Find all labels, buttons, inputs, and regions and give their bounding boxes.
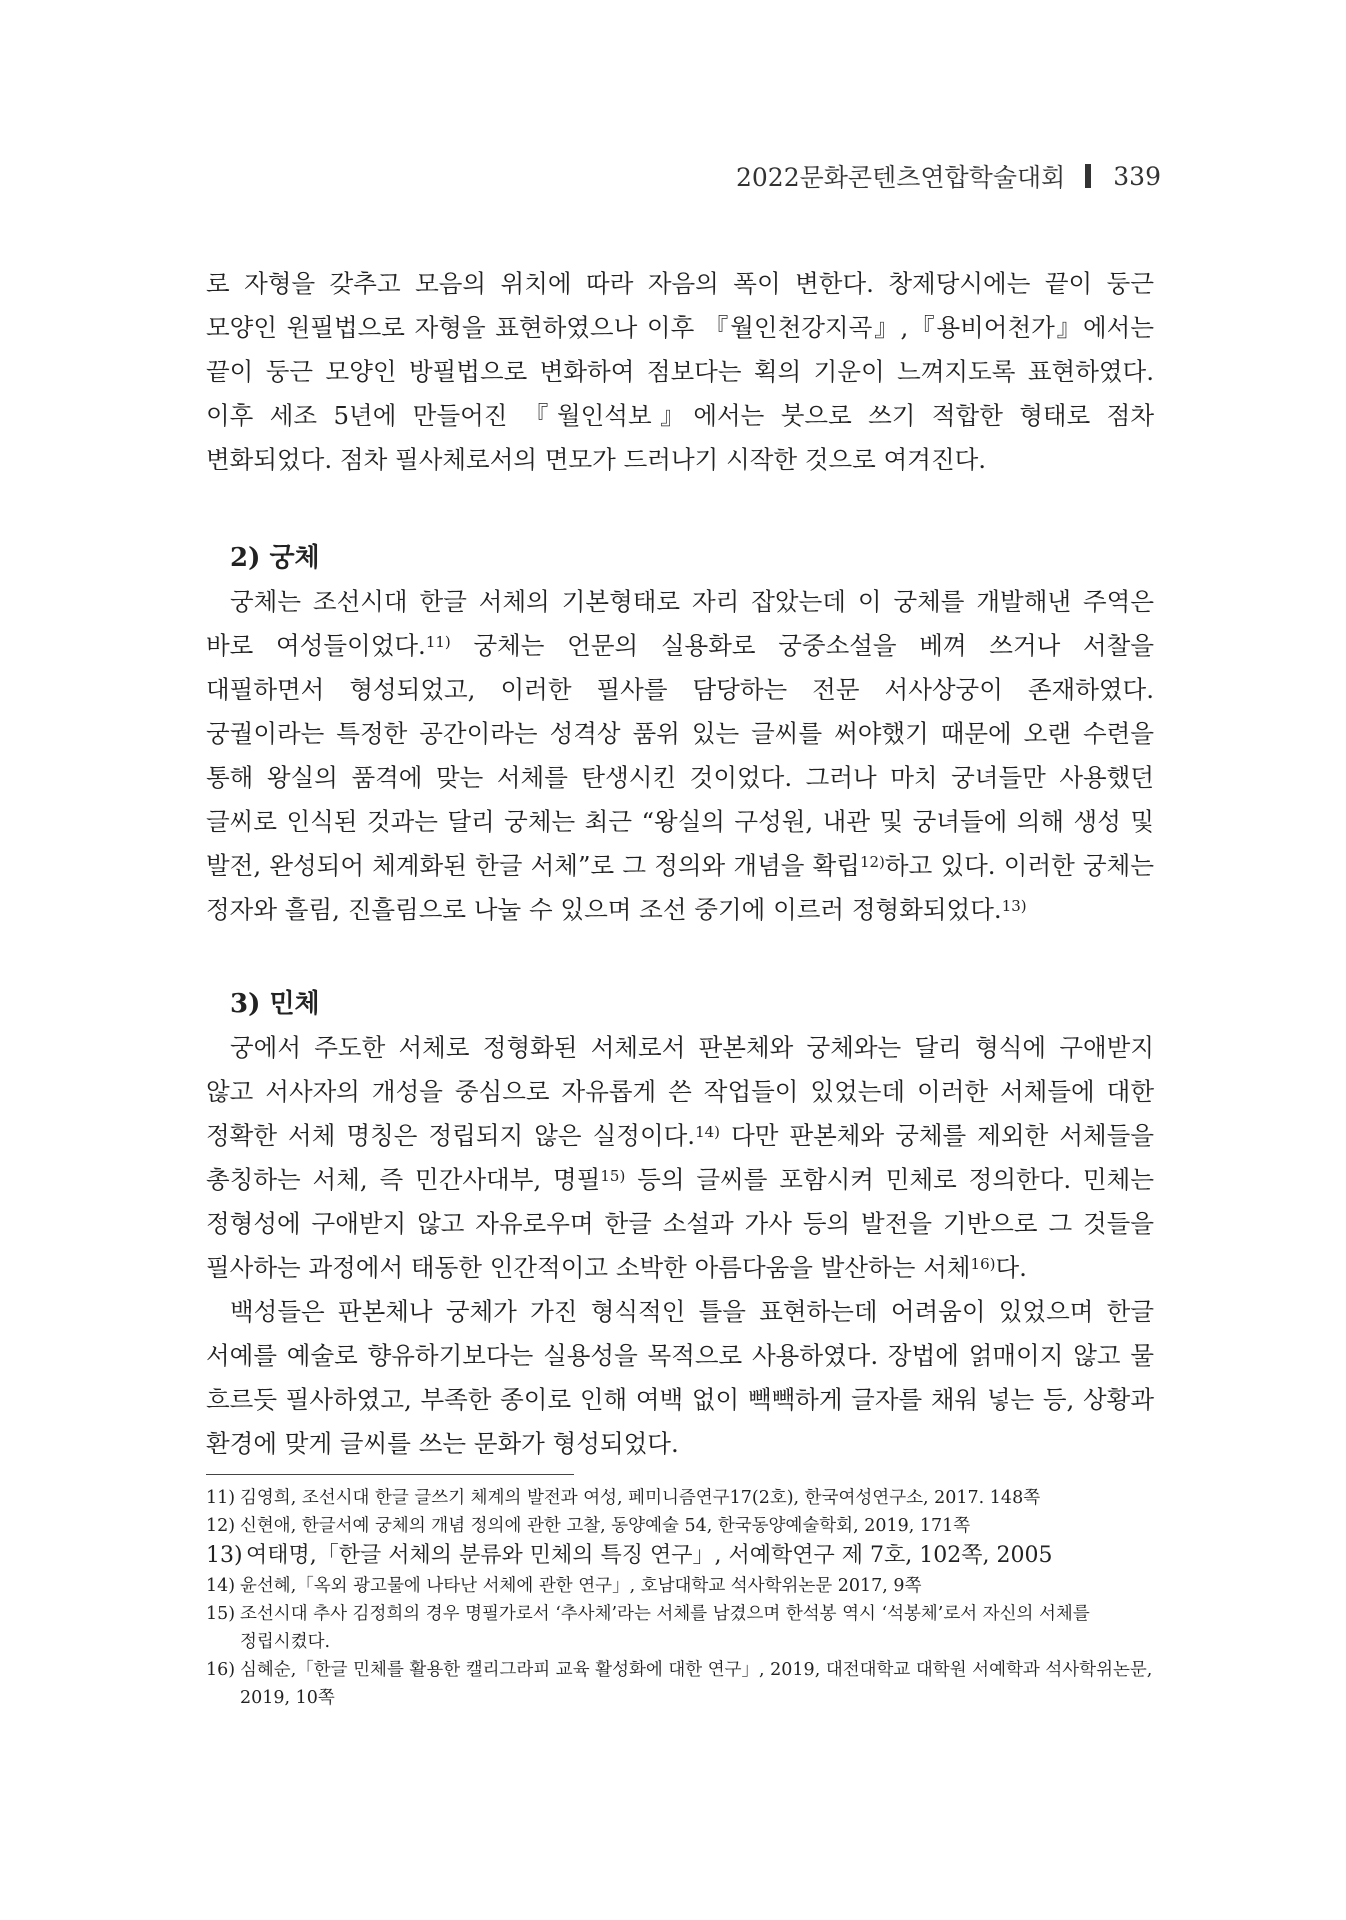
footnote-14	[206, 1572, 1154, 1600]
footnote-text: 심혜순,「한글 민체를 활용한 캘리그라피 교육 활성화에 대한 연구」, 2019, 대전대학교 대학원 서예학과 석사학위논문, 2019, 10쪽	[240, 1660, 1153, 1708]
conference-title: 2022문화콘텐츠연합학술대회	[736, 163, 1066, 192]
footnote-16	[206, 1656, 1154, 1712]
footnote-ref-12[interactable]: 12)	[859, 853, 885, 871]
footnote-divider	[206, 1474, 574, 1475]
running-header	[736, 158, 1161, 194]
footnote-number: 13)	[206, 1543, 243, 1568]
footnote-text: 조선시대 추사 김정희의 경우 명필가로서 ‘추사체’라는 서체를 남겼으며 한석봉 역시 ‘석봉체’로서 자신의 서체를 정립시켰다.	[240, 1604, 1090, 1652]
intro-paragraph: 로 자형을 갖추고 모음의 위치에 따라 자음의 폭이 변한다. 창제당시에는 끝이 둥근 모양인 원필법으로 자형을 표현하였으나 이후 『월인천강지곡』,『용비어천가』에서는 끝이 둥근 모양인 방필법으로 변화하여 점보다는 획의 기운이 느껴지도록 표현하였다. 이후 세조 5년에 만들어진 『월인석보』에서는 붓으로 쓰기 적합한 형태로 점차 변화되었다. 점차 필사체로서의 면모가 드러나기 시작한 것으로 여겨진다.	[206, 269, 1154, 474]
footnote-number: 12)	[206, 1516, 236, 1536]
footnote-text: 김영희, 조선시대 한글 글쓰기 체계의 발전과 여성, 페미니즘연구17(2호), 한국여성연구소, 2017. 148쪽	[240, 1488, 1041, 1508]
footnote-13	[206, 1540, 1154, 1572]
footnote-ref-15[interactable]: 15)	[600, 1167, 626, 1185]
footnote-ref-14[interactable]: 14)	[695, 1123, 721, 1141]
footnote-ref-11[interactable]: 11)	[425, 633, 451, 651]
footnote-11	[206, 1484, 1154, 1512]
text-run: 궁에서 주도한 서체로 정형화된 서체로서 판본체와 궁체와는 달리 형식에 구애받지 않고 서사자의 개성을 중심으로 자유롭게 쓴 작업들이 있었는데 이러한 서체들에 대한 정확한 서체 명칭은 정립되지 않은 실정이다.	[206, 1033, 1154, 1150]
minche-paragraph-2: 백성들은 판본체나 궁체가 가진 형식적인 틀을 표현하는데 어려움이 있었으며 한글 서예를 예술로 향유하기보다는 실용성을 목적으로 사용하였다. 장법에 얽매이지 않고 물 흐르듯 필사하였고, 부족한 종이로 인해 여백 없이 빽빽하게 글자를 채워 넣는 등, 상황과 환경에 맞게 글씨를 쓰는 문화가 형성되었다.	[206, 1297, 1154, 1458]
minche-paragraph-1	[206, 1026, 1154, 1290]
gungche-paragraph	[206, 580, 1154, 932]
footnote-ref-16[interactable]: 16)	[970, 1255, 996, 1273]
page-number: 339	[1113, 161, 1161, 191]
body-text	[206, 262, 1154, 1466]
section-heading-gungche: 2) 궁체	[230, 543, 320, 573]
footnote-text: 여태명,「한글 서체의 분류와 민체의 특징 연구」, 서예학연구 제 7호, 102쪽, 2005	[246, 1543, 1053, 1568]
footnote-text: 윤선혜,「옥외 광고물에 나타난 서체에 관한 연구」, 호남대학교 석사학위논문 2017, 9쪽	[240, 1576, 922, 1596]
footnote-text: 신현애, 한글서예 궁체의 개념 정의에 관한 고찰, 동양예술 54, 한국동양예술학회, 2019, 171쪽	[240, 1516, 971, 1536]
footnote-number: 16)	[206, 1660, 236, 1680]
text-run: 다만 판본체와 궁체를 제외한 서체들을 총칭하는 서체, 즉 민간사대부, 명필	[206, 1121, 1154, 1194]
text-run: 궁체는 언문의 실용화로 궁중소설을 베껴 쓰거나 서찰을 대필하면서 형성되었고, 이러한 필사를 담당하는 전문 서사상궁이 존재하였다. 궁궐이라는 특정한 공간이라는 성격상 품위 있는 글씨를 써야했기 때문에 오랜 수련을 통해 왕실의 품격에 맞는 서체를 탄생시킨 것이었다. 그러나 마치 궁녀들만 사용했던 글씨로 인식된 것과는 달리 궁체는 최근 “왕실의 구성원, 내관 및 궁녀들에 의해 생성 및 발전, 완성되어 체계화된 한글 서체”로 그 정의와 개념을 확립	[206, 631, 1154, 880]
footnote-ref-13[interactable]: 13)	[1001, 897, 1027, 915]
footnote-number: 15)	[206, 1604, 236, 1624]
text-run: 다.	[995, 1253, 1027, 1282]
footnote-12	[206, 1512, 1154, 1540]
footnotes	[206, 1484, 1154, 1712]
footnote-15	[206, 1600, 1154, 1656]
section-heading-minche: 3) 민체	[230, 989, 320, 1019]
text-run: 하고 있다. 이러한 궁체는 정자와 흘림, 진흘림으로 나눌 수 있으며 조선 중기에 이르러 정형화되었다.	[206, 851, 1154, 924]
header-separator	[1085, 164, 1091, 188]
text-run: 등의 글씨를 포함시켜 민체로 정의한다. 민체는 정형성에 구애받지 않고 자유로우며 한글 소설과 가사 등의 발전을 기반으로 그 것들을 필사하는 과정에서 태동한 인간적이고 소박한 아름다움을 발산하는 서체	[206, 1165, 1154, 1282]
text-run: 궁체는 조선시대 한글 서체의 기본형태로 자리 잡았는데 이 궁체를 개발해낸 주역은 바로 여성들이었다.	[206, 587, 1154, 660]
footnote-number: 11)	[206, 1488, 236, 1508]
footnote-number: 14)	[206, 1576, 236, 1596]
